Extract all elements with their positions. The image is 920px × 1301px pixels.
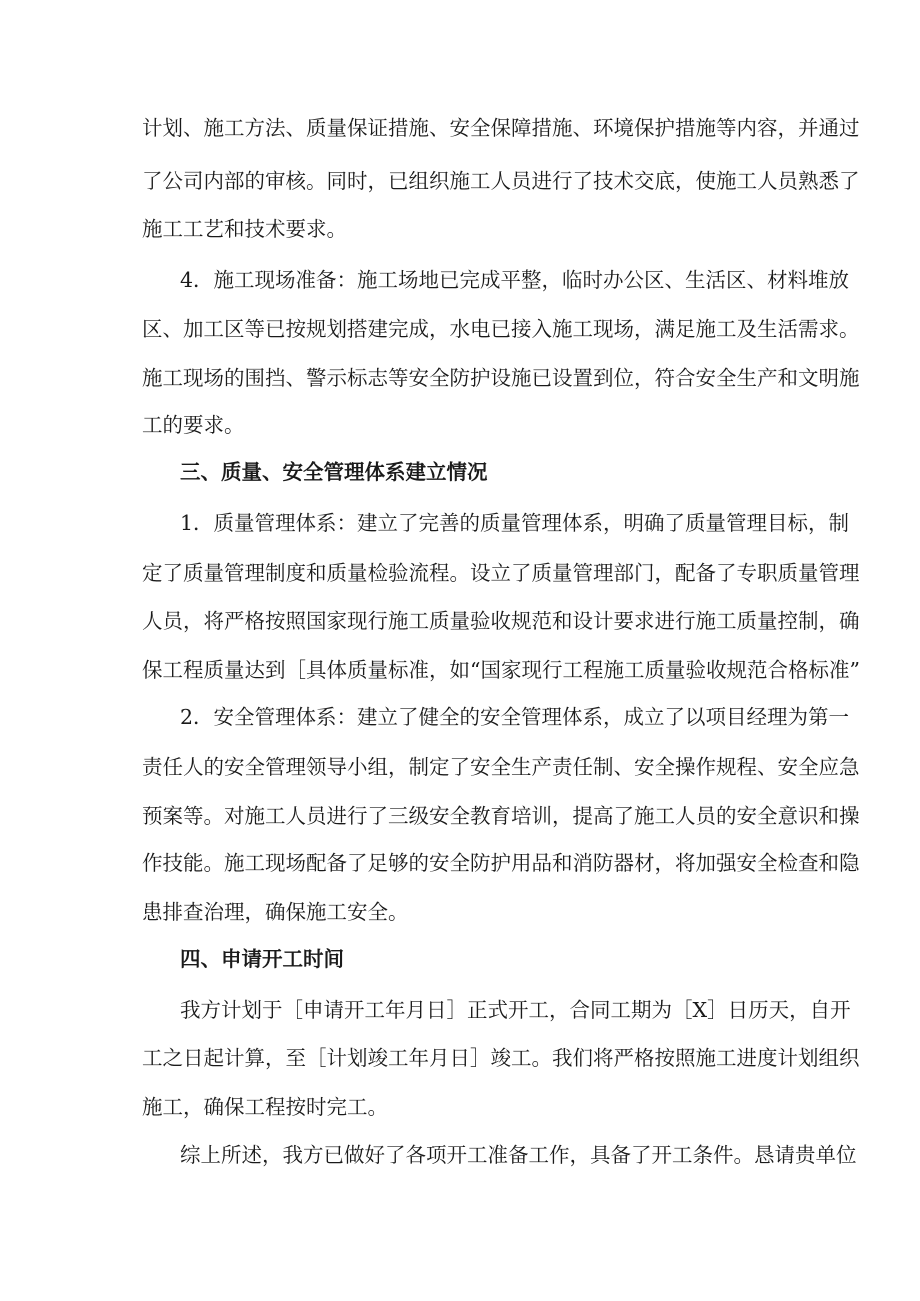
- text-line: 1．质量管理体系：建立了完善的质量管理体系，明确了质量管理目标，制: [180, 511, 850, 535]
- text-line: 工的要求。: [142, 413, 245, 437]
- text-line: 患排查治理，确保施工安全。: [142, 900, 409, 924]
- text-line: 施工现场的围挡、警示标志等安全防护设施已设置到位，符合安全生产和文明施: [142, 366, 860, 390]
- text-line: 保工程质量达到［具体质量标准，如“国家现行工程施工质量验收规范合格标准”: [142, 658, 860, 682]
- text-line: 施工，确保工程按时完工。: [142, 1095, 388, 1119]
- text-line: 2．安全管理体系：建立了健全的安全管理体系，成立了以项目经理为第一: [180, 705, 850, 729]
- section-heading: 三、质量、安全管理体系建立情况: [180, 460, 488, 484]
- text-line: 责任人的安全管理领导小组，制定了安全生产责任制、安全操作规程、安全应急: [142, 755, 860, 779]
- text-line: 人员，将严格按照国家现行施工质量验收规范和设计要求进行施工质量控制，确: [142, 609, 860, 633]
- text-line: 定了质量管理制度和质量检验流程。设立了质量管理部门，配备了专职质量管理: [142, 561, 860, 585]
- text-line: 了公司内部的审核。同时，已组织施工人员进行了技术交底，使施工人员熟悉了: [142, 169, 860, 193]
- text-line: 4．施工现场准备：施工场地已完成平整，临时办公区、生活区、材料堆放: [180, 268, 850, 292]
- section-heading: 四、申请开工时间: [180, 947, 344, 971]
- text-line: 综上所述，我方已做好了各项开工准备工作，具备了开工条件。恳请贵单位: [180, 1143, 857, 1167]
- text-line: 计划、施工方法、质量保证措施、安全保障措施、环境保护措施等内容，并通过: [142, 116, 860, 140]
- text-line: 施工工艺和技术要求。: [142, 217, 347, 241]
- text-line: 预案等。对施工人员进行了三级安全教育培训，提高了施工人员的安全意识和操: [142, 804, 860, 828]
- text-line: 我方计划于［申请开工年月日］正式开工，合同工期为［X］日历天，自开: [180, 998, 851, 1022]
- text-line: 作技能。施工现场配备了足够的安全防护用品和消防器材，将加强安全检查和隐: [142, 851, 860, 875]
- text-line: 区、加工区等已按规划搭建完成，水电已接入施工现场，满足施工及生活需求。: [142, 317, 860, 341]
- text-line: 工之日起计算，至［计划竣工年月日］竣工。我们将严格按照施工进度计划组织: [142, 1046, 860, 1070]
